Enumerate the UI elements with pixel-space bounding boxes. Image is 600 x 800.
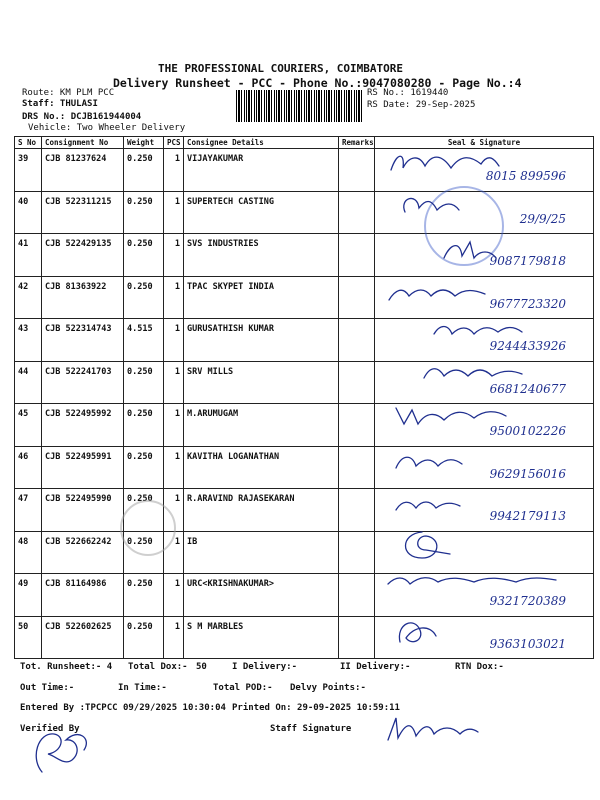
cell-consignment: CJB 81237624 [42,149,124,192]
delvy-points: Delvy Points:- [290,683,366,693]
table-row [15,361,594,404]
rtn-dox: RTN Dox:- [455,662,504,672]
col-consignee: Consignee Details [184,137,339,149]
cell-sno: 47 [15,489,42,532]
verified-by-label: Verified By [20,724,80,734]
cell-signature [375,446,594,489]
tot-runsheet: Tot. Runsheet:- 4 [20,662,113,672]
cell-consignment: CJB 81164986 [42,574,124,617]
cell-pcs: 1 [164,361,184,404]
cell-consignment: CJB 522311215 [42,191,124,234]
table-row [15,319,594,362]
route-label: Route: KM PLM PCC [22,88,115,98]
cell-remarks [339,446,375,489]
cell-signature [375,361,594,404]
cell-consignee: R.ARAVIND RAJASEKARAN [184,489,339,532]
cell-weight: 0.250 [124,531,164,574]
cell-pcs: 1 [164,531,184,574]
cell-consignee: VIJAYAKUMAR [184,149,339,192]
cell-remarks [339,489,375,532]
cell-remarks [339,276,375,319]
cell-consignee: SVS INDUSTRIES [184,234,339,277]
col-consignment: Consignment No [42,137,124,149]
rs-date: RS Date: 29-Sep-2025 [367,100,476,110]
table-body [15,149,594,659]
cell-signature [375,489,594,532]
cell-consignment: CJB 522429135 [42,234,124,277]
cell-consignee: URC<KRISHNAKUMAR> [184,574,339,617]
cell-consignee: M.ARUMUGAM [184,404,339,447]
cell-consignment: CJB 522314743 [42,319,124,362]
cell-weight: 0.250 [124,446,164,489]
cell-weight: 0.250 [124,574,164,617]
cell-signature [375,276,594,319]
cell-signature [375,404,594,447]
total-dox-label: Total Dox:- [128,662,188,672]
cell-consignment: CJB 522495991 [42,446,124,489]
col-pcs: PCS [164,137,184,149]
cell-sno: 39 [15,149,42,192]
handwritten-phone: 9363103021 [489,636,566,651]
cell-sno: 42 [15,276,42,319]
cell-remarks [339,574,375,617]
cell-signature [375,616,594,659]
cell-signature [375,149,594,192]
cell-remarks [339,531,375,574]
cell-pcs: 1 [164,404,184,447]
handwritten-phone: 9244433926 [489,339,566,353]
col-remarks: Remarks [339,137,375,149]
company-name: THE PROFESSIONAL COURIERS, COIMBATORE [158,62,404,75]
table-row [15,446,594,489]
cell-consignment: CJB 522662242 [42,531,124,574]
cell-sno: 45 [15,404,42,447]
cell-sno: 49 [15,574,42,617]
cell-remarks [339,191,375,234]
handwritten-phone: 9087179818 [489,254,566,268]
cell-consignment: CJB 522495992 [42,404,124,447]
cell-consignee: KAVITHA LOGANATHAN [184,446,339,489]
table-header-row [15,137,594,149]
cell-sno: 41 [15,234,42,277]
staff-signature-label: Staff Signature [270,724,352,734]
cell-pcs: 1 [164,191,184,234]
cell-sno: 50 [15,616,42,659]
vehicle-label: Vehicle: Two Wheeler Delivery [28,123,186,133]
cell-pcs: 1 [164,319,184,362]
in-time: In Time:- [118,683,167,693]
cell-consignee: GURUSATHISH KUMAR [184,319,339,362]
col-seal-signature: Seal & Signature [375,137,594,149]
col-weight: Weight [124,137,164,149]
handwritten-phone: 6681240677 [489,381,566,396]
handwritten-phone: 9500102226 [489,424,566,438]
cell-pcs: 1 [164,446,184,489]
cell-remarks [339,361,375,404]
barcode [236,90,364,122]
cell-sno: 43 [15,319,42,362]
faded-stamp [120,500,176,556]
cell-remarks [339,319,375,362]
cell-consignment: CJB 522241703 [42,361,124,404]
handwritten-phone: 9677723320 [489,296,566,311]
cell-weight: 0.250 [124,234,164,277]
table-row [15,276,594,319]
out-time: Out Time:- [20,683,75,693]
cell-pcs: 1 [164,234,184,277]
handwritten-phone: 9942179113 [489,509,566,523]
table-row [15,404,594,447]
cell-weight: 0.250 [124,276,164,319]
cell-signature [375,531,594,574]
cell-consignment: CJB 522602625 [42,616,124,659]
cell-weight: 0.250 [124,489,164,532]
cell-consignee: IB [184,531,339,574]
cell-consignment: CJB 81363922 [42,276,124,319]
printed-on: Printed On: 29-09-2025 10:59:11 [232,703,400,713]
table-row [15,234,594,277]
cell-consignee: SUPERTECH CASTING [184,191,339,234]
table-row [15,489,594,532]
rs-number: RS No.: 1619440 [367,88,449,98]
cell-remarks [339,404,375,447]
company-stamp [424,186,504,266]
cell-consignment: CJB 522495990 [42,489,124,532]
cell-sno: 40 [15,191,42,234]
handwritten-phone: 9321720389 [489,594,566,608]
cell-pcs: 1 [164,616,184,659]
cell-pcs: 1 [164,574,184,617]
cell-weight: 0.250 [124,191,164,234]
table-row [15,616,594,659]
runsheet-table [14,136,594,659]
table-row [15,191,594,234]
cell-weight: 0.250 [124,616,164,659]
cell-consignee: S M MARBLES [184,616,339,659]
cell-pcs: 1 [164,489,184,532]
cell-weight: 4.515 [124,319,164,362]
handwritten-phone: 9629156016 [489,466,566,481]
total-dox-value: 50 [196,662,207,672]
ii-delivery: II Delivery:- [340,662,411,672]
cell-weight: 0.250 [124,361,164,404]
staff-label: Staff: THULASI [22,99,98,109]
cell-pcs: 1 [164,149,184,192]
cell-weight: 0.250 [124,149,164,192]
handwritten-phone: 8015 899596 [485,169,566,183]
cell-signature [375,574,594,617]
table-row [15,531,594,574]
handwritten-phone: 29/9/25 [519,211,566,226]
runsheet-subtitle: Delivery Runsheet - PCC - Phone No.:9047080280 - Page No.:4 [113,76,522,90]
total-pod: Total POD:- [213,683,273,693]
entered-by: Entered By :TPCPCC 09/29/2025 10:30:04 [20,703,226,713]
staff-signature-scribble [382,712,482,746]
table-row [15,574,594,617]
i-delivery: I Delivery:- [232,662,298,672]
cell-sno: 48 [15,531,42,574]
cell-signature [375,319,594,362]
cell-sno: 46 [15,446,42,489]
cell-sno: 44 [15,361,42,404]
cell-weight: 0.250 [124,404,164,447]
cell-consignee: SRV MILLS [184,361,339,404]
table-row [15,149,594,192]
cell-remarks [339,616,375,659]
cell-remarks [339,234,375,277]
col-sno: S No [15,137,42,149]
cell-consignee: TPAC SKYPET INDIA [184,276,339,319]
cell-remarks [339,149,375,192]
drs-number: DRS No.: DCJB161944004 [22,112,142,122]
cell-pcs: 1 [164,276,184,319]
